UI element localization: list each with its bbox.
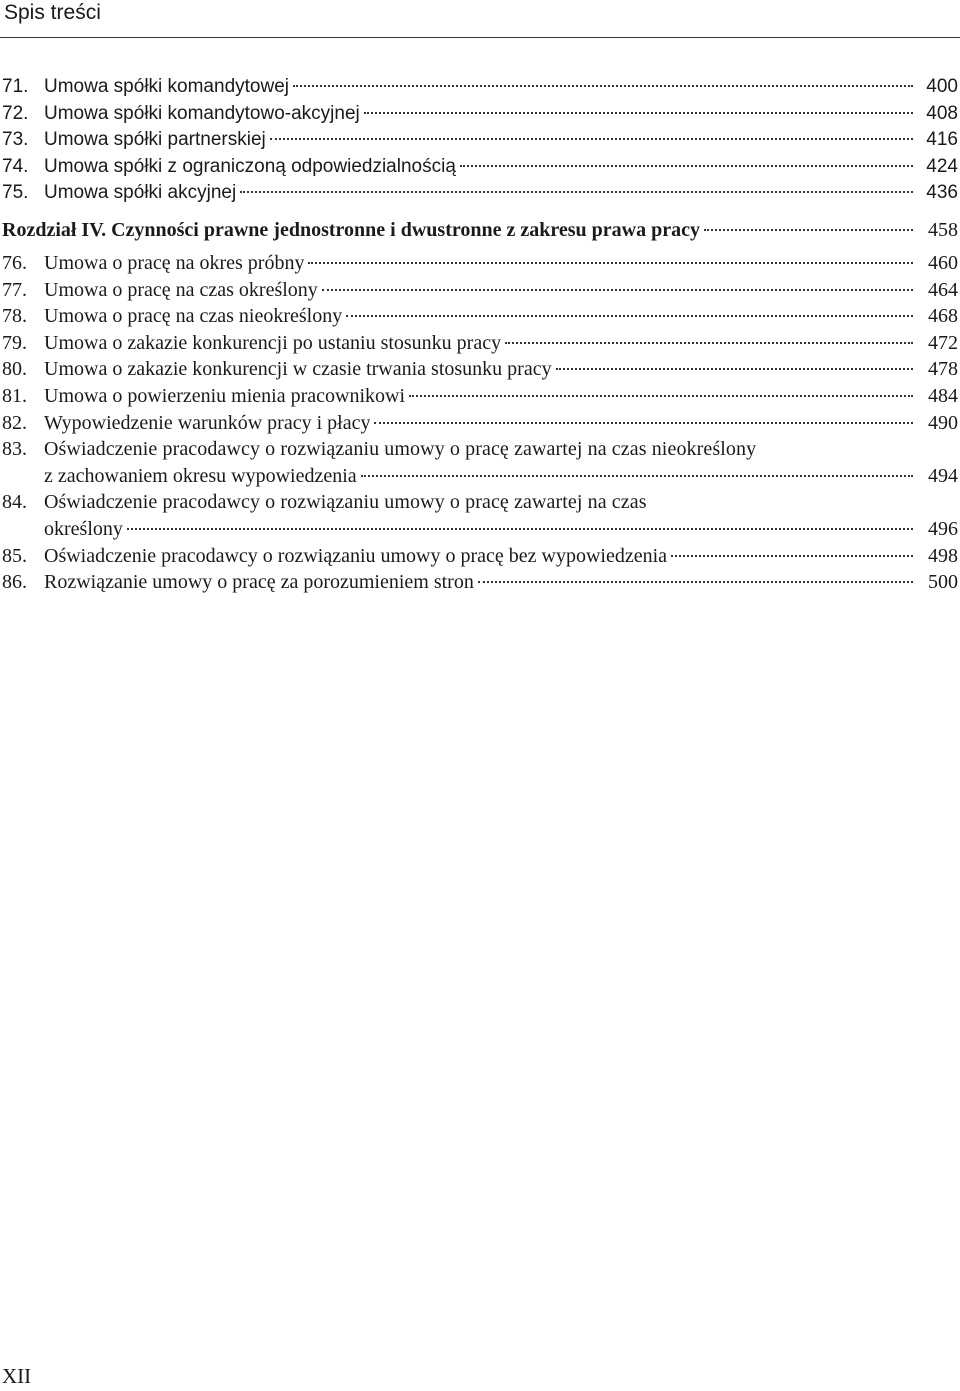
- toc-entry-title: Umowa spółki akcyjnej: [44, 182, 237, 204]
- dot-leader: [556, 368, 913, 370]
- toc-entry-number: 83.: [2, 438, 27, 461]
- toc-entry-81[interactable]: [0, 383, 960, 410]
- dot-leader: [240, 191, 913, 193]
- toc-entry-title: Umowa spółki komandytowo-akcyjnej: [44, 102, 360, 124]
- toc-entry-73[interactable]: [0, 127, 960, 154]
- toc-entry-79[interactable]: [0, 330, 960, 357]
- toc-chapter-iv[interactable]: [0, 214, 960, 246]
- toc-entry-74[interactable]: [0, 154, 960, 181]
- toc-entry-page: 436: [926, 182, 958, 204]
- toc-entry-page: 496: [928, 517, 958, 540]
- toc-entry-page: 458: [928, 218, 958, 241]
- toc-entry-84-line-1[interactable]: [0, 489, 960, 516]
- toc-entry-number: 82.: [2, 411, 27, 434]
- toc-entry-title: Umowa o powierzeniu mienia pracownikowi: [44, 384, 406, 407]
- toc-entry-page: 408: [926, 102, 958, 124]
- page-header: [0, 0, 960, 38]
- toc-entry-page: 416: [926, 129, 958, 151]
- toc-entry-page: 424: [926, 155, 958, 177]
- dot-leader: [293, 85, 913, 87]
- dot-leader: [308, 262, 913, 264]
- toc-entry-72[interactable]: [0, 101, 960, 128]
- toc-entry-title-continued: określony: [44, 517, 123, 540]
- toc-entry-number: 73.: [2, 129, 29, 151]
- toc-entry-page: 472: [928, 331, 958, 354]
- toc-entry-number: 77.: [2, 278, 27, 301]
- toc-entry-page: 464: [928, 278, 958, 301]
- toc-entry-number: 76.: [2, 251, 27, 274]
- dot-leader: [409, 395, 913, 397]
- toc-chapter-title: Rozdział IV. Czynności prawne jednostronne i dwustronne z zakresu prawa pracy: [2, 218, 700, 241]
- dot-leader: [505, 342, 913, 344]
- dot-leader: [127, 528, 913, 530]
- toc-entry-title: Wypowiedzenie warunków pracy i płacy: [44, 411, 371, 434]
- toc-entry-76[interactable]: [0, 250, 960, 277]
- dot-leader: [270, 138, 913, 140]
- toc-entry-number: 80.: [2, 358, 27, 381]
- toc-entry-page: 460: [928, 251, 958, 274]
- toc-entry-title: Umowa spółki partnerskiej: [44, 129, 266, 151]
- dot-leader: [478, 581, 913, 583]
- toc-entry-page: 478: [928, 358, 958, 381]
- toc-entry-number: 75.: [2, 182, 29, 204]
- toc-entry-title: Umowa o pracę na czas określony: [44, 278, 318, 301]
- toc-entry-title-continued: z zachowaniem okresu wypowiedzenia: [44, 464, 357, 487]
- table-of-contents: [0, 74, 960, 596]
- toc-entry-71[interactable]: [0, 74, 960, 101]
- toc-entry-title: Umowa spółki z ograniczoną odpowiedzialnością: [44, 155, 456, 177]
- toc-entry-title: Oświadczenie pracodawcy o rozwiązaniu umowy o pracę zawartej na czas nieokreślony: [44, 438, 757, 461]
- toc-entry-title: Umowa o zakazie konkurencji w czasie trwania stosunku pracy: [44, 358, 552, 381]
- toc-entry-number: 86.: [2, 571, 27, 594]
- dot-leader: [364, 112, 913, 114]
- dot-leader: [460, 165, 913, 167]
- toc-entry-page: 490: [928, 411, 958, 434]
- toc-entry-title: Umowa o pracę na czas nieokreślony: [44, 305, 343, 328]
- toc-entry-title: Oświadczenie pracodawcy o rozwiązaniu umowy o pracę zawartej na czas: [44, 491, 647, 514]
- toc-entry-85[interactable]: [0, 543, 960, 570]
- toc-entry-number: 85.: [2, 544, 27, 567]
- toc-entry-title: Umowa o pracę na okres próbny: [44, 251, 305, 274]
- toc-entry-title: Rozwiązanie umowy o pracę za porozumieniem stron: [44, 571, 474, 594]
- toc-entry-number: 74.: [2, 155, 29, 177]
- toc-entry-82[interactable]: [0, 410, 960, 437]
- toc-entry-number: 71.: [2, 76, 29, 97]
- page-title: Spis treści: [4, 1, 101, 24]
- toc-entry-title: Oświadczenie pracodawcy o rozwiązaniu umowy o pracę bez wypowiedzenia: [44, 544, 668, 567]
- toc-entry-title: Umowa o zakazie konkurencji po ustaniu stosunku pracy: [44, 331, 502, 354]
- toc-entry-number: 79.: [2, 331, 27, 354]
- toc-entry-number: 84.: [2, 491, 27, 514]
- toc-entry-84-line-2[interactable]: [0, 516, 960, 543]
- toc-entry-75[interactable]: [0, 180, 960, 207]
- dot-leader: [704, 229, 913, 231]
- toc-entry-page: 400: [926, 76, 958, 97]
- dot-leader: [671, 555, 913, 557]
- toc-entry-83-line-2[interactable]: [0, 463, 960, 490]
- toc-entry-page: 468: [928, 305, 958, 328]
- toc-entry-number: 72.: [2, 102, 29, 124]
- dot-leader: [322, 289, 913, 291]
- dot-leader: [346, 315, 913, 317]
- toc-entry-78[interactable]: [0, 303, 960, 330]
- toc-entry-80[interactable]: [0, 356, 960, 383]
- dot-leader: [374, 422, 913, 424]
- toc-entry-title: Umowa spółki komandytowej: [44, 76, 289, 97]
- page-number: XII: [2, 1364, 32, 1388]
- toc-entry-number: 81.: [2, 384, 27, 407]
- toc-entry-page: 484: [928, 384, 958, 407]
- toc-entry-page: 494: [928, 464, 958, 487]
- toc-entry-77[interactable]: [0, 277, 960, 304]
- toc-entry-page: 498: [928, 544, 958, 567]
- toc-entry-86[interactable]: [0, 569, 960, 596]
- toc-entry-number: 78.: [2, 305, 27, 328]
- toc-entry-page: 500: [928, 571, 958, 594]
- toc-entry-83-line-1[interactable]: [0, 436, 960, 463]
- dot-leader: [361, 475, 913, 477]
